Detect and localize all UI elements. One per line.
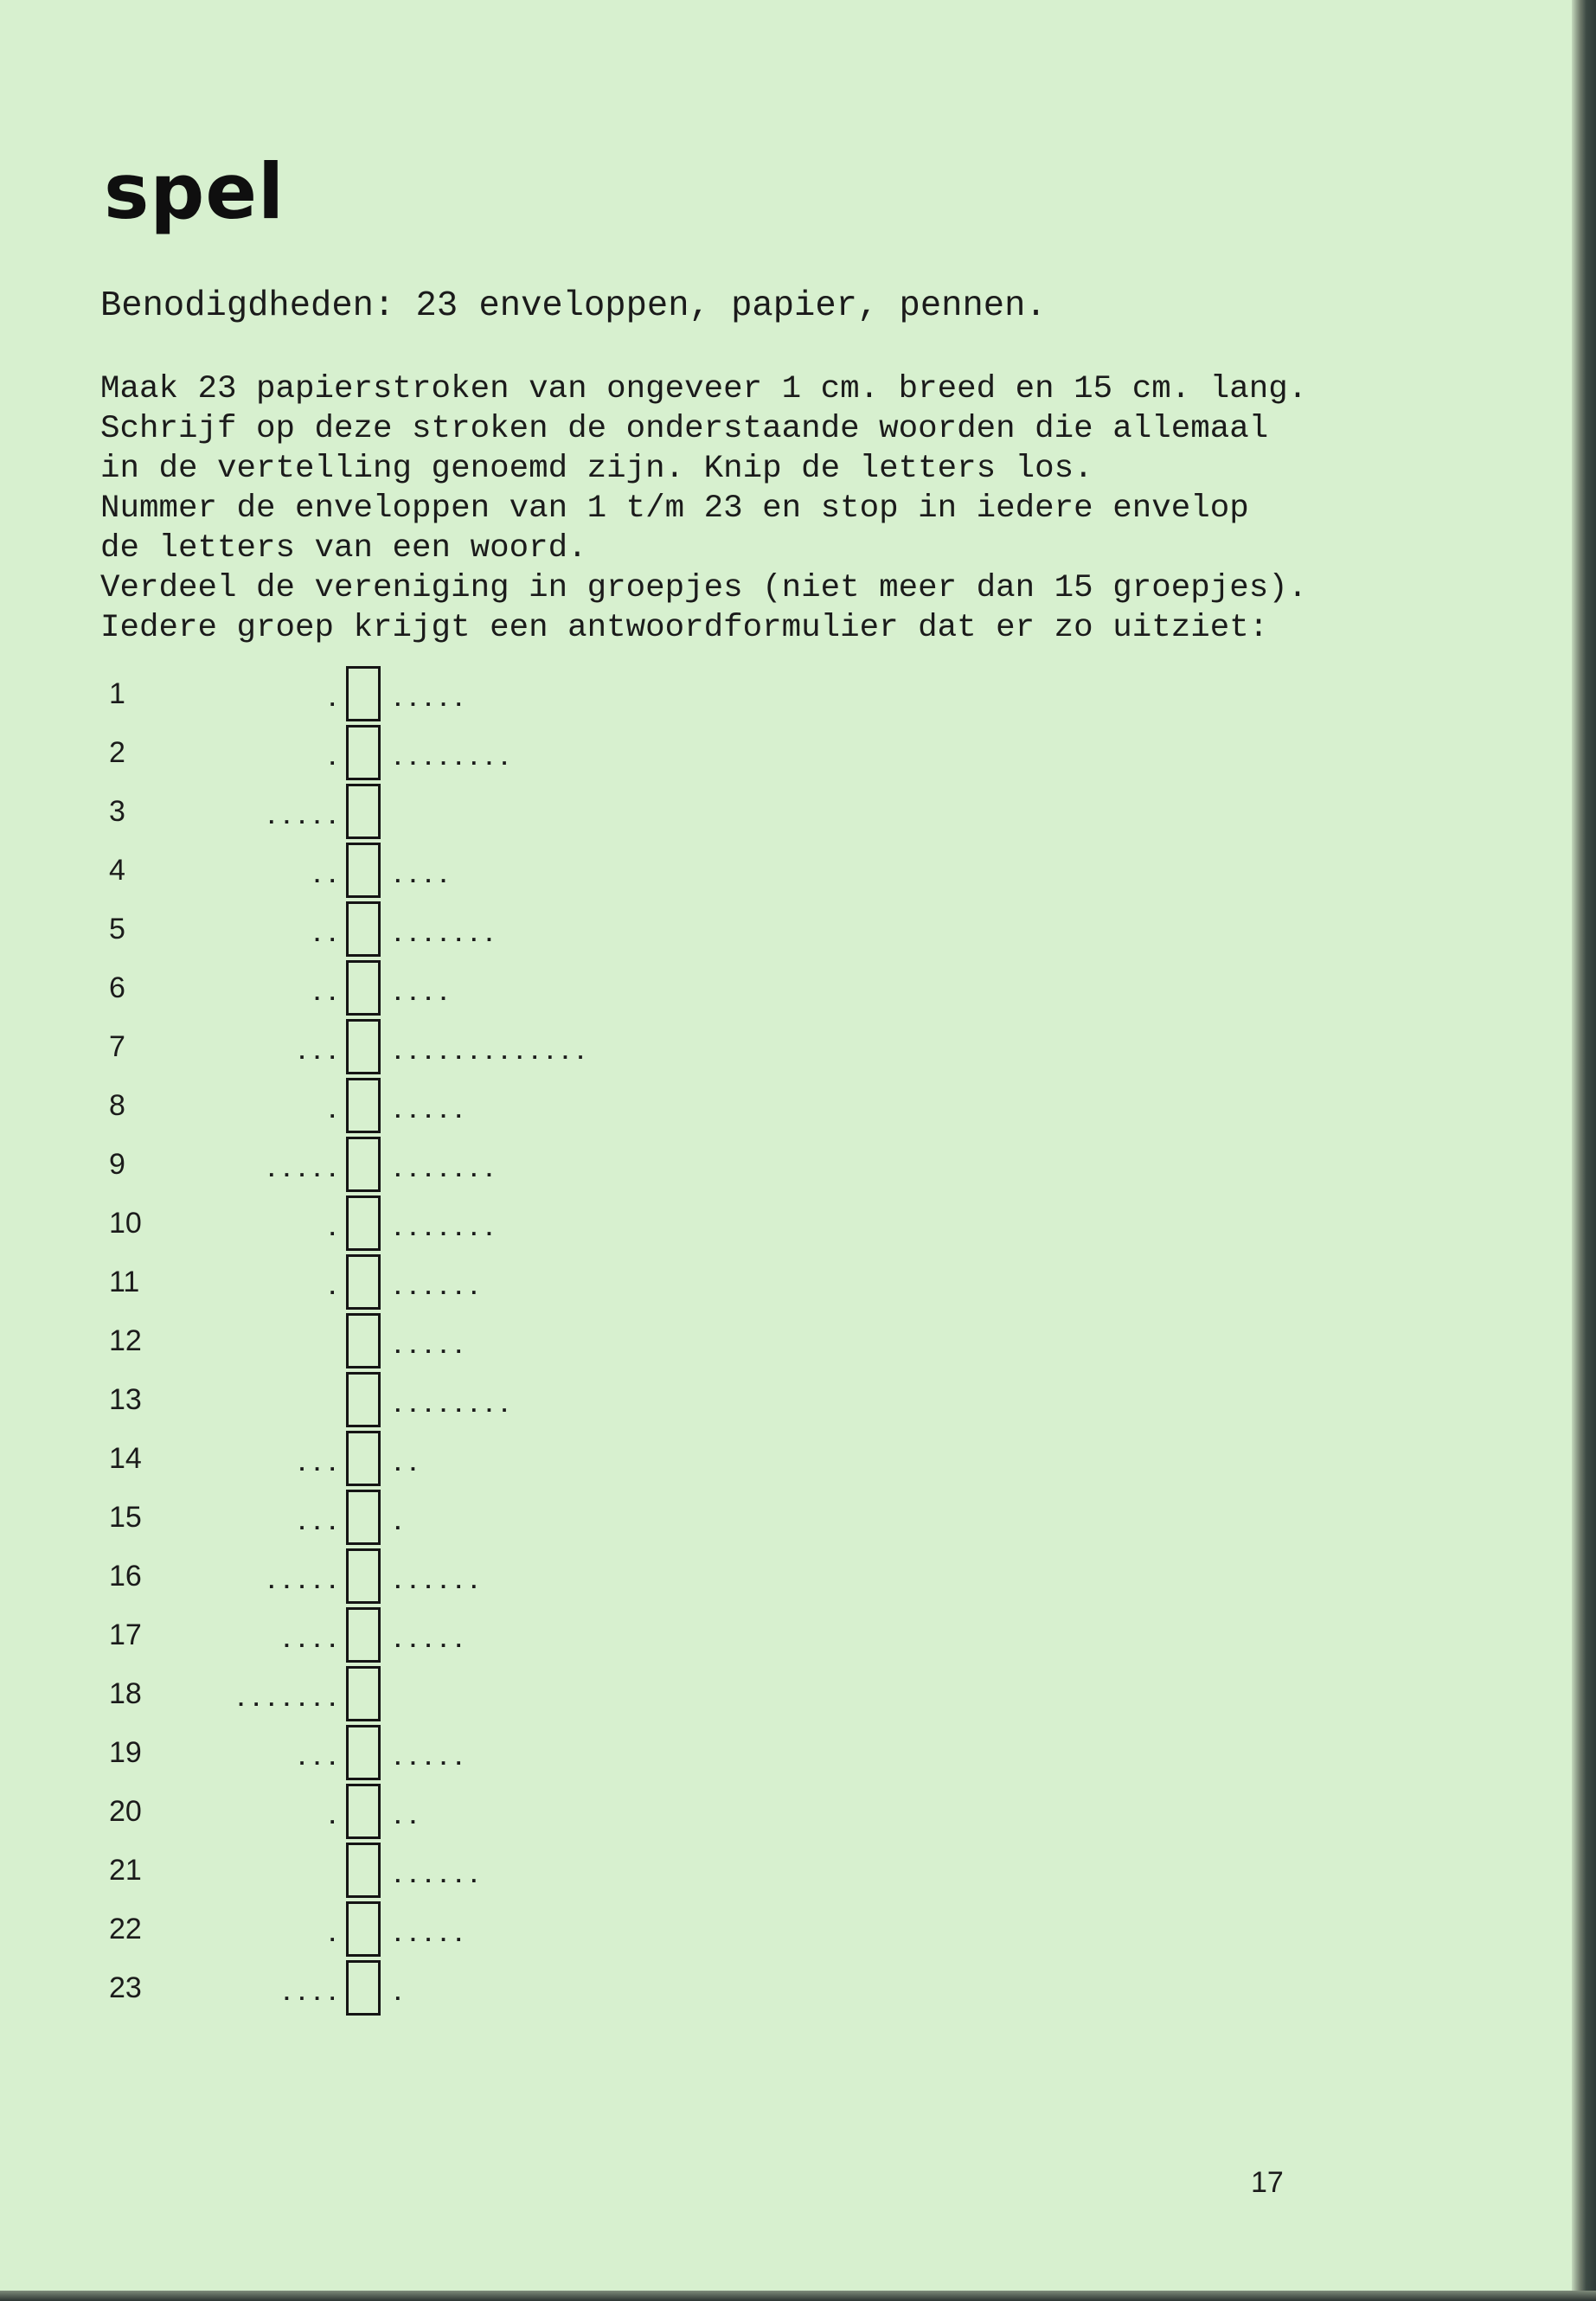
dots-after-box: .......	[391, 1216, 498, 1242]
dots-after-box: ......	[391, 1569, 483, 1595]
dots-after-box: .....	[391, 1628, 468, 1654]
dots-after-box: ......	[391, 1275, 483, 1301]
dots-before-box: .....	[264, 1157, 341, 1183]
answer-letter-box[interactable]	[346, 1078, 381, 1133]
row-number: 9	[109, 1148, 125, 1181]
instruction-line: Nummer de enveloppen van 1 t/m 23 en stop in iedere envelop	[100, 490, 1249, 527]
dots-after-box: ........	[391, 1393, 513, 1419]
answer-letter-box[interactable]	[346, 960, 381, 1016]
dots-after-box: ......	[391, 1863, 483, 1889]
dots-before-box: .	[325, 687, 341, 713]
row-number: 20	[109, 1795, 142, 1828]
answer-letter-box[interactable]	[346, 1548, 381, 1604]
answer-letter-box[interactable]	[346, 666, 381, 721]
row-number: 15	[109, 1501, 142, 1534]
answer-letter-box[interactable]	[346, 784, 381, 839]
row-number: 7	[109, 1030, 125, 1063]
instruction-line: Schrijf op deze stroken de onderstaande woorden die allemaal	[100, 411, 1269, 447]
answer-letter-box[interactable]	[346, 1725, 381, 1780]
row-number: 8	[109, 1089, 125, 1122]
dots-before-box: ..	[310, 863, 341, 889]
dots-after-box: .....	[391, 1334, 468, 1360]
dots-before-box: ...	[295, 1452, 341, 1477]
dots-before-box: .....	[264, 1569, 341, 1595]
answer-letter-box[interactable]	[346, 843, 381, 898]
page-title: spel	[104, 147, 285, 236]
answer-letter-box[interactable]	[346, 1490, 381, 1545]
dots-before-box: ...	[295, 1510, 341, 1536]
answer-letter-box[interactable]	[346, 1431, 381, 1486]
answer-letter-box[interactable]	[346, 1313, 381, 1368]
answer-letter-box[interactable]	[346, 1019, 381, 1074]
answer-letter-box[interactable]	[346, 1784, 381, 1839]
dots-after-box: ..	[391, 1452, 422, 1477]
dots-before-box: ..	[310, 981, 341, 1007]
instruction-line: in de vertelling genoemd zijn. Knip de letters los.	[100, 451, 1093, 487]
answer-letter-box[interactable]	[346, 1254, 381, 1310]
answer-letter-box[interactable]	[346, 725, 381, 780]
answer-letter-box[interactable]	[346, 1195, 381, 1251]
answer-letter-box[interactable]	[346, 1901, 381, 1957]
row-number: 6	[109, 971, 125, 1004]
dots-after-box: .	[391, 1510, 407, 1536]
row-number: 21	[109, 1854, 142, 1887]
dots-after-box: .....	[391, 687, 468, 713]
dots-before-box: ..	[310, 922, 341, 948]
dots-before-box: .......	[234, 1687, 341, 1713]
scan-bottom-edge	[0, 2291, 1596, 2301]
requirements-line: Benodigdheden: 23 enveloppen, papier, pennen.	[100, 286, 1047, 326]
dots-before-box: .	[325, 1275, 341, 1301]
answer-letter-box[interactable]	[346, 1372, 381, 1427]
dots-after-box: .......	[391, 922, 498, 948]
row-number: 19	[109, 1736, 142, 1769]
answer-letter-box[interactable]	[346, 1607, 381, 1663]
instruction-line: Verdeel de vereniging in groepjes (niet meer dan 15 groepjes).	[100, 570, 1308, 606]
answer-letter-box[interactable]	[346, 1137, 381, 1192]
instruction-line: Iedere groep krijgt een antwoordformulier dat er zo uitziet:	[100, 610, 1269, 646]
dots-after-box: ........	[391, 746, 513, 772]
dots-before-box: ....	[279, 1981, 341, 2007]
row-number: 5	[109, 913, 125, 945]
row-number: 17	[109, 1618, 142, 1651]
dots-before-box: .	[325, 1216, 341, 1242]
dots-before-box: .	[325, 746, 341, 772]
dots-before-box: .	[325, 1922, 341, 1948]
instruction-line: Maak 23 papierstroken van ongeveer 1 cm. breed en 15 cm. lang.	[100, 371, 1308, 407]
row-number: 2	[109, 736, 125, 769]
row-number: 11	[109, 1266, 140, 1298]
answer-letter-box[interactable]	[346, 901, 381, 957]
dots-before-box: ...	[295, 1746, 341, 1772]
dots-after-box: ..	[391, 1804, 422, 1830]
booklet-edge	[1572, 0, 1596, 2301]
row-number: 14	[109, 1442, 142, 1475]
row-number: 13	[109, 1383, 142, 1416]
row-number: 18	[109, 1677, 142, 1710]
dots-after-box: .....	[391, 1099, 468, 1125]
row-number: 23	[109, 1971, 142, 2004]
dots-after-box: .............	[391, 1040, 589, 1066]
row-number: 22	[109, 1913, 142, 1945]
dots-before-box: ...	[295, 1040, 341, 1066]
row-number: 1	[109, 677, 125, 710]
instruction-line: de letters van een woord.	[100, 530, 587, 567]
dots-after-box: ....	[391, 863, 452, 889]
row-number: 12	[109, 1324, 142, 1357]
dots-after-box: .....	[391, 1746, 468, 1772]
dots-before-box: .	[325, 1804, 341, 1830]
page-number: 17	[1251, 2166, 1284, 2199]
row-number: 3	[109, 795, 125, 828]
answer-letter-box[interactable]	[346, 1666, 381, 1721]
dots-before-box: .....	[264, 804, 341, 830]
dots-after-box: .	[391, 1981, 407, 2007]
row-number: 16	[109, 1560, 142, 1593]
dots-before-box: .	[325, 1099, 341, 1125]
row-number: 4	[109, 854, 125, 887]
answer-letter-box[interactable]	[346, 1960, 381, 2016]
row-number: 10	[109, 1207, 142, 1240]
dots-after-box: ....	[391, 981, 452, 1007]
dots-after-box: .......	[391, 1157, 498, 1183]
answer-letter-box[interactable]	[346, 1843, 381, 1898]
dots-before-box: ....	[279, 1628, 341, 1654]
dots-after-box: .....	[391, 1922, 468, 1948]
